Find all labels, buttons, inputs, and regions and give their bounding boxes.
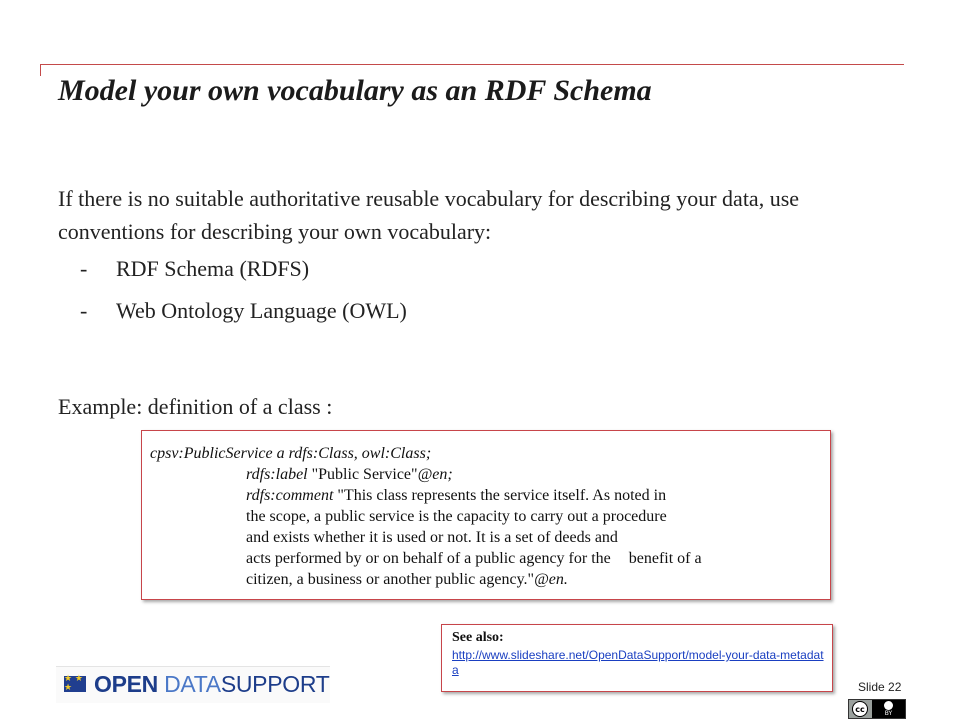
- see-also-box: [441, 624, 833, 692]
- code-value: citizen, a business or another public agency.": [246, 571, 535, 588]
- code-line-label: [246, 464, 453, 485]
- bullet-text: Web Ontology Language (OWL): [116, 298, 407, 323]
- logo-support-text: SUPPORT: [220, 670, 330, 697]
- code-lang-tag: @en;: [417, 466, 453, 483]
- logo-data-text: DATA: [164, 670, 221, 697]
- code-value: "Public Service": [307, 466, 418, 483]
- see-also-link[interactable]: http://www.slideshare.net/OpenDataSupport/model-your-data-metadata: [452, 648, 824, 677]
- code-line-class-declaration: cpsv:PublicService a rdfs:Class, owl:Class;: [150, 445, 432, 462]
- bullet-item-rdfs: [80, 252, 898, 285]
- bullet-text: RDF Schema (RDFS): [116, 256, 310, 281]
- code-property: rdfs:label: [246, 466, 308, 483]
- logo-open-text: OPEN: [94, 670, 158, 697]
- cc-by-license-icon: [848, 699, 906, 719]
- header-rule-tick: [40, 64, 41, 76]
- code-value: benefit of a: [628, 550, 702, 567]
- slide-body: [58, 182, 898, 336]
- code-example-box: [141, 430, 831, 600]
- code-line-comment-end: [246, 569, 568, 590]
- by-label: BY: [884, 710, 893, 717]
- eu-flag-icon: ★ ★ ★: [64, 676, 86, 692]
- code-value: "This class represents the service itself. As noted in: [333, 487, 667, 504]
- bullet-dash: -: [80, 256, 88, 281]
- slide-number: Slide 22: [858, 680, 902, 694]
- code-line-comment-cont: and exists whether it is used or not. It is a set of deeds and: [246, 529, 618, 546]
- bullet-dash: -: [80, 298, 88, 323]
- see-also-label: See also:: [452, 630, 504, 645]
- logo-wordmark: [94, 671, 329, 698]
- header-rule: [40, 64, 904, 65]
- intro-paragraph: If there is no suitable authoritative reusable vocabulary for describing your data, use conventions for describing your own vocabulary:: [58, 186, 800, 244]
- code-line-comment: [246, 485, 666, 506]
- code-lang-tag: @en.: [534, 571, 568, 588]
- person-icon: [884, 701, 893, 710]
- code-line-comment-cont: [246, 548, 702, 569]
- code-line-comment-cont: the scope, a public service is the capacity to carry out a procedure: [246, 508, 667, 525]
- code-property: rdfs:comment: [246, 487, 334, 504]
- slide-title: Model your own vocabulary as an RDF Schema: [58, 74, 652, 107]
- code-value: acts performed by or on behalf of a public agency for the: [246, 550, 611, 567]
- by-attribution-icon: [872, 700, 905, 718]
- cc-logo-icon: cc: [852, 701, 868, 717]
- bullet-item-owl: [80, 294, 898, 327]
- example-label: Example: definition of a class :: [58, 394, 333, 419]
- open-data-support-logo: [56, 666, 330, 702]
- bullet-list: [58, 252, 898, 327]
